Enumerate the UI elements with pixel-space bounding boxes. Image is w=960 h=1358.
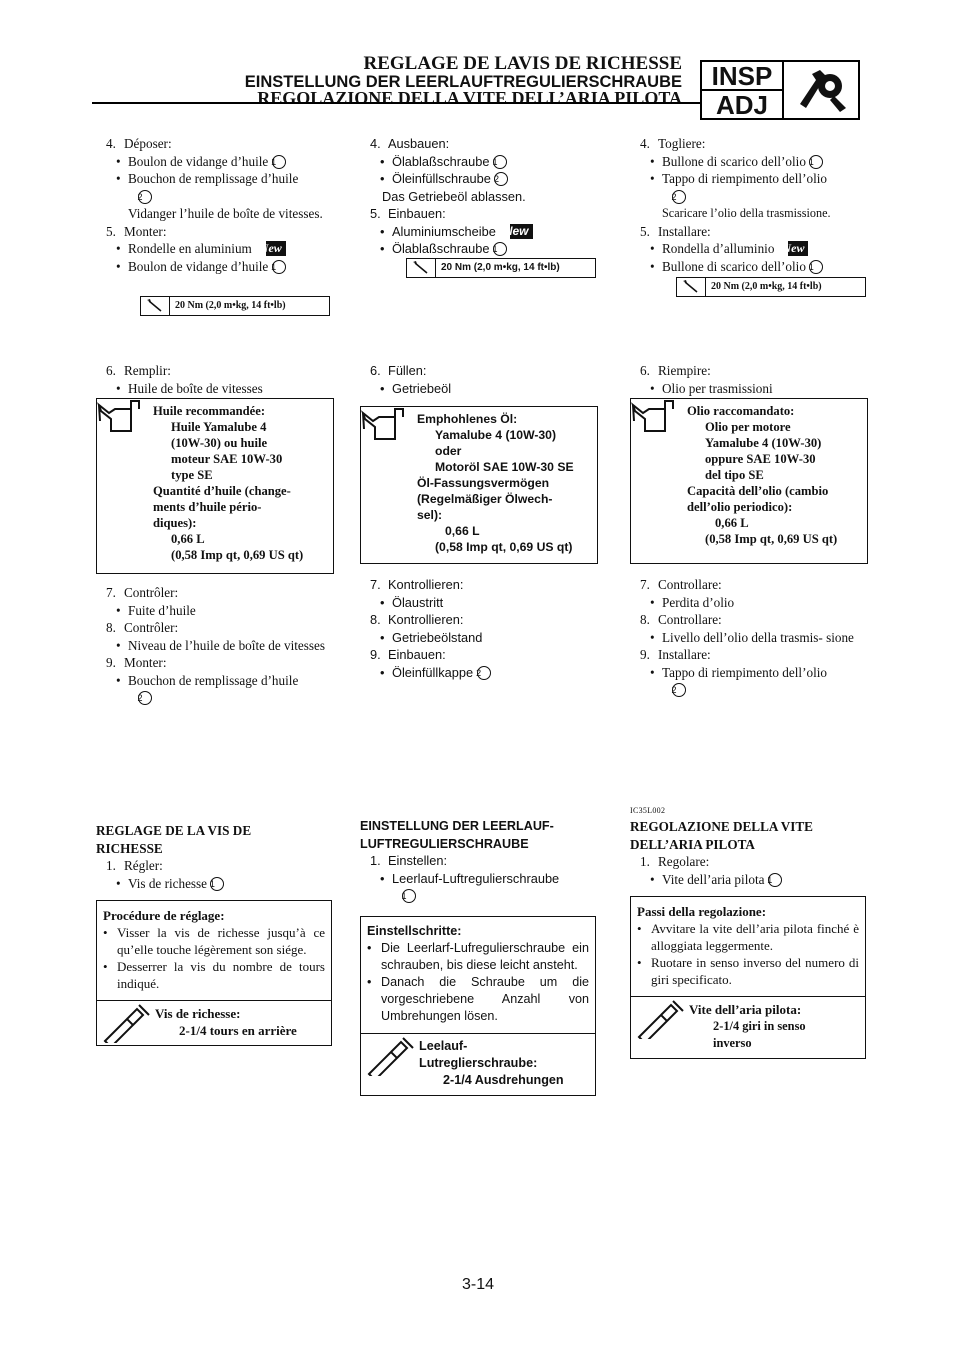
bullet-drain-bolt: • Boulon de vidange d’huile 1: [128, 153, 332, 171]
column-german-fill: [360, 362, 596, 397]
torque-spec-de: 20 Nm (2,0 m•kg, 14 ft•lb): [406, 258, 596, 278]
ref-1-icon: 1: [809, 260, 823, 274]
step-6: 6. Remplir:: [106, 363, 171, 378]
step-8: 8. Contrôler:: [106, 620, 179, 635]
ref-2-icon: 2: [138, 190, 152, 204]
step-9: 9. Monter:: [106, 655, 167, 670]
adjust-step-1: 1. Régler:: [106, 858, 163, 873]
column-french-adjust: [96, 857, 332, 892]
bullet-gear-oil: • Huile de boîte de vitesses: [128, 380, 332, 398]
step-5: 5. Monter:: [106, 223, 167, 239]
column-italian-top: [630, 135, 866, 275]
step-7: 7. Contrôler:: [106, 585, 179, 600]
column-german-adjust: [360, 852, 596, 905]
oil-spec-box-fr: Huile recommandée: Huile Yamalube 4 (10W-30) ou huile moteur SAE 10W-30 type SE Quantité d’huile (change- ments d’huile pério- diques): 0,66 L (0,58 Imp qt, 0,69 US qt): [96, 398, 334, 574]
screwdriver-icon: [101, 1003, 151, 1043]
ref-2-icon: 2: [494, 172, 508, 186]
ref-1-icon: 1: [809, 155, 823, 169]
ref-1-icon: 1: [210, 877, 224, 891]
torque-wrench-icon: [407, 259, 436, 277]
bullet-oil-level: • Getriebeölstand: [392, 629, 596, 647]
ref-1-icon: 1: [768, 873, 782, 887]
bullet-filler-plug: • Öleinfüllschraube 2: [392, 170, 596, 188]
new-badge: New: [266, 241, 286, 256]
step-8: 8. Kontrollieren:: [370, 612, 464, 627]
bullet-pilot-screw: • Leerlauf-Luftregulierschraube 1: [392, 870, 596, 905]
section-title-de: EINSTELLUNG DER LEERLAUF- LUFTREGULIERSCHRAUBE: [360, 819, 554, 851]
column-french-check: [96, 584, 332, 707]
bullet-gear-oil: • Olio per trasmissioni: [662, 380, 866, 398]
bullet-drain-bolt-2: • Boulon de vidange d’huile 1: [128, 258, 332, 276]
adjust-step-1: 1. Regolare:: [640, 854, 710, 869]
step-4: 4. Déposer:: [106, 136, 172, 151]
section-title-fr: REGLAGE DE LA VIS DE RICHESSE: [96, 823, 252, 856]
drain-note: Scaricare l’olio della trasmissione.: [662, 206, 831, 220]
column-french-fill: [96, 362, 332, 397]
step-4: 4. Ausbauen:: [370, 136, 450, 151]
screwdriver-icon: [365, 1036, 415, 1076]
bullet-oil-leak: • Ölaustritt: [392, 594, 596, 612]
ref-1-icon: 1: [272, 155, 286, 169]
header-title-it: REGOLAZIONE DELLA VITE DELL’ARIA PILOTA: [257, 88, 682, 108]
bullet-oil-level: • Niveau de l’huile de boîte de vitesses: [128, 637, 332, 655]
step-7: 7. Kontrollieren:: [370, 577, 464, 592]
oil-can-icon: [97, 399, 145, 437]
ref-1-icon: 1: [272, 260, 286, 274]
bullet-pilot-screw: • Vite dell’aria pilota 1: [662, 871, 866, 889]
bullet-oil-level: • Livello dell’olio della trasmis- sione: [662, 629, 866, 647]
column-french-top: [96, 135, 332, 275]
ref-1-icon: 1: [402, 889, 416, 903]
torque-wrench-icon: [677, 278, 706, 296]
column-italian-check: [630, 576, 866, 699]
bullet-filler-plug-2: • Bouchon de remplissage d’huile 2: [128, 672, 332, 707]
drain-note: Das Getriebeöl ablassen.: [382, 188, 526, 204]
bullet-oil-leak: • Fuite d’huile: [128, 602, 332, 620]
bullet-filler-cap: • Öleinfüllkappe 2: [392, 664, 596, 682]
step-8: 8. Controllare:: [640, 612, 722, 627]
step-6: 6. Riempire:: [640, 363, 711, 378]
badge-adj: ADJ: [702, 91, 784, 118]
bullet-drain-bolt-2: • Ölablaßschraube 1: [392, 240, 596, 258]
drain-note: Vidanger l’huile de boîte de vitesses.: [128, 206, 323, 221]
insp-adj-badge: [700, 60, 860, 120]
badge-insp: INSP: [702, 62, 784, 91]
column-italian-adjust: [630, 853, 866, 888]
step-9: 9. Installare:: [640, 647, 711, 662]
ref-2-icon: 2: [138, 691, 152, 705]
step-6: 6. Füllen:: [370, 363, 427, 378]
torque-wrench-icon: [141, 297, 170, 315]
bullet-oil-leak: • Perdita d’olio: [662, 594, 866, 612]
bullet-aluminium-washer: • Rondella d’alluminio New: [662, 240, 866, 258]
ref-2-icon: 2: [477, 666, 491, 680]
section-title-it: REGOLAZIONE DELLA VITE DELL’ARIA PILOTA: [630, 819, 813, 852]
bullet-filler-plug: • Bouchon de remplissage d’huile 2: [128, 170, 332, 205]
step-5: 5. Installare:: [640, 223, 711, 239]
header-title-fr: REGLAGE DE LAVIS DE RICHESSE: [363, 53, 682, 74]
section-code: IC35L002: [630, 806, 666, 815]
header-title-de: EINSTELLUNG DER LEERLAUFTREGULIERSCHRAUBE: [244, 73, 682, 91]
bullet-drain-bolt-2: • Bullone di scarico dell’olio 1: [662, 258, 866, 276]
step-4: 4. Togliere:: [640, 136, 706, 151]
bullet-drain-bolt: • Ölablaßschraube 1: [392, 153, 596, 171]
bullet-filler-plug: • Tappo di riempimento dell’olio 2: [662, 170, 866, 205]
screwdriver-icon: [635, 999, 685, 1039]
step-5: 5. Einbauen:: [370, 206, 446, 221]
oil-can-icon: [631, 399, 679, 437]
procedure-box-de: Einstellschritte: • Die Leerlarf-Lufregulierschraube ein schrauben, bis diese leicht ansteht. • Danach die Schraube um die vorgeschriebene Anzahl von Umbrehungen lösen. Leelauf- Lutreglierschraube: 2-1/4 Ausdrehungen: [360, 916, 596, 1096]
procedure-box-it: Passi della regolazione: • Avvitare la vite dell’aria pilota finché è alloggiata leggermente. • Ruotare in senso inverso del numero di giri specificato. Vite dell’aria pilota: 2-1/4 giri in senso inverso: [630, 896, 866, 1059]
torque-spec-it: 20 Nm (2,0 m•kg, 14 ft•lb): [676, 277, 866, 297]
column-german-top: [360, 135, 596, 258]
bullet-gear-oil: • Getriebeöl: [392, 380, 596, 398]
page-number: 3-14: [462, 1276, 495, 1293]
bullet-filler-plug-2: • Tappo di riempimento dell’olio 2: [662, 664, 866, 699]
oil-can-icon: [361, 407, 409, 445]
torque-spec-fr: 20 Nm (2,0 m•kg, 14 ft•lb): [140, 296, 330, 316]
wrench-icon: [786, 64, 856, 116]
new-badge: New: [510, 224, 533, 239]
bullet-aluminium-washer: • Rondelle en aluminium New: [128, 240, 332, 258]
adjust-step-1: 1. Einstellen:: [370, 853, 448, 868]
bullet-drain-bolt: • Bullone di scarico dell’olio 1: [662, 153, 866, 171]
procedure-box-fr: Procédure de réglage: • Visser la vis de richesse jusqu’à ce qu’elle touche légèrement son siége. • Desserrer la vis du nombre de tours indiqué. Vis de richesse: 2-1/4 tours en arrière: [96, 900, 332, 1046]
column-italian-fill: [630, 362, 866, 397]
bullet-pilot-screw: • Vis de richesse 1: [128, 875, 332, 893]
bullet-aluminium-washer: • Aluminiumscheibe New: [392, 223, 596, 241]
ref-1-icon: 1: [493, 242, 507, 256]
ref-2-icon: 2: [672, 190, 686, 204]
oil-spec-box-it: Olio raccomandato: Olio per motore Yamalube 4 (10W-30) oppure SAE 10W-30 del tipo SE Capacità dell’olio (cambio dell’olio periodico): 0,66 L (0,58 Imp qt, 0,69 US qt): [630, 398, 868, 564]
step-7: 7. Controllare:: [640, 577, 722, 592]
oil-spec-box-de: Emphohlenes Öl: Yamalube 4 (10W-30) oder Motoröl SAE 10W-30 SE Öl-Fassungsvermögen (Regelmäßiger Ölwech- sel): 0,66 L (0,58 Imp qt, 0,69 US qt): [360, 406, 598, 564]
step-9: 9. Einbauen:: [370, 647, 446, 662]
ref-2-icon: 2: [672, 683, 686, 697]
ref-1-icon: 1: [493, 155, 507, 169]
new-badge: New: [788, 241, 808, 256]
column-german-check: [360, 576, 596, 681]
